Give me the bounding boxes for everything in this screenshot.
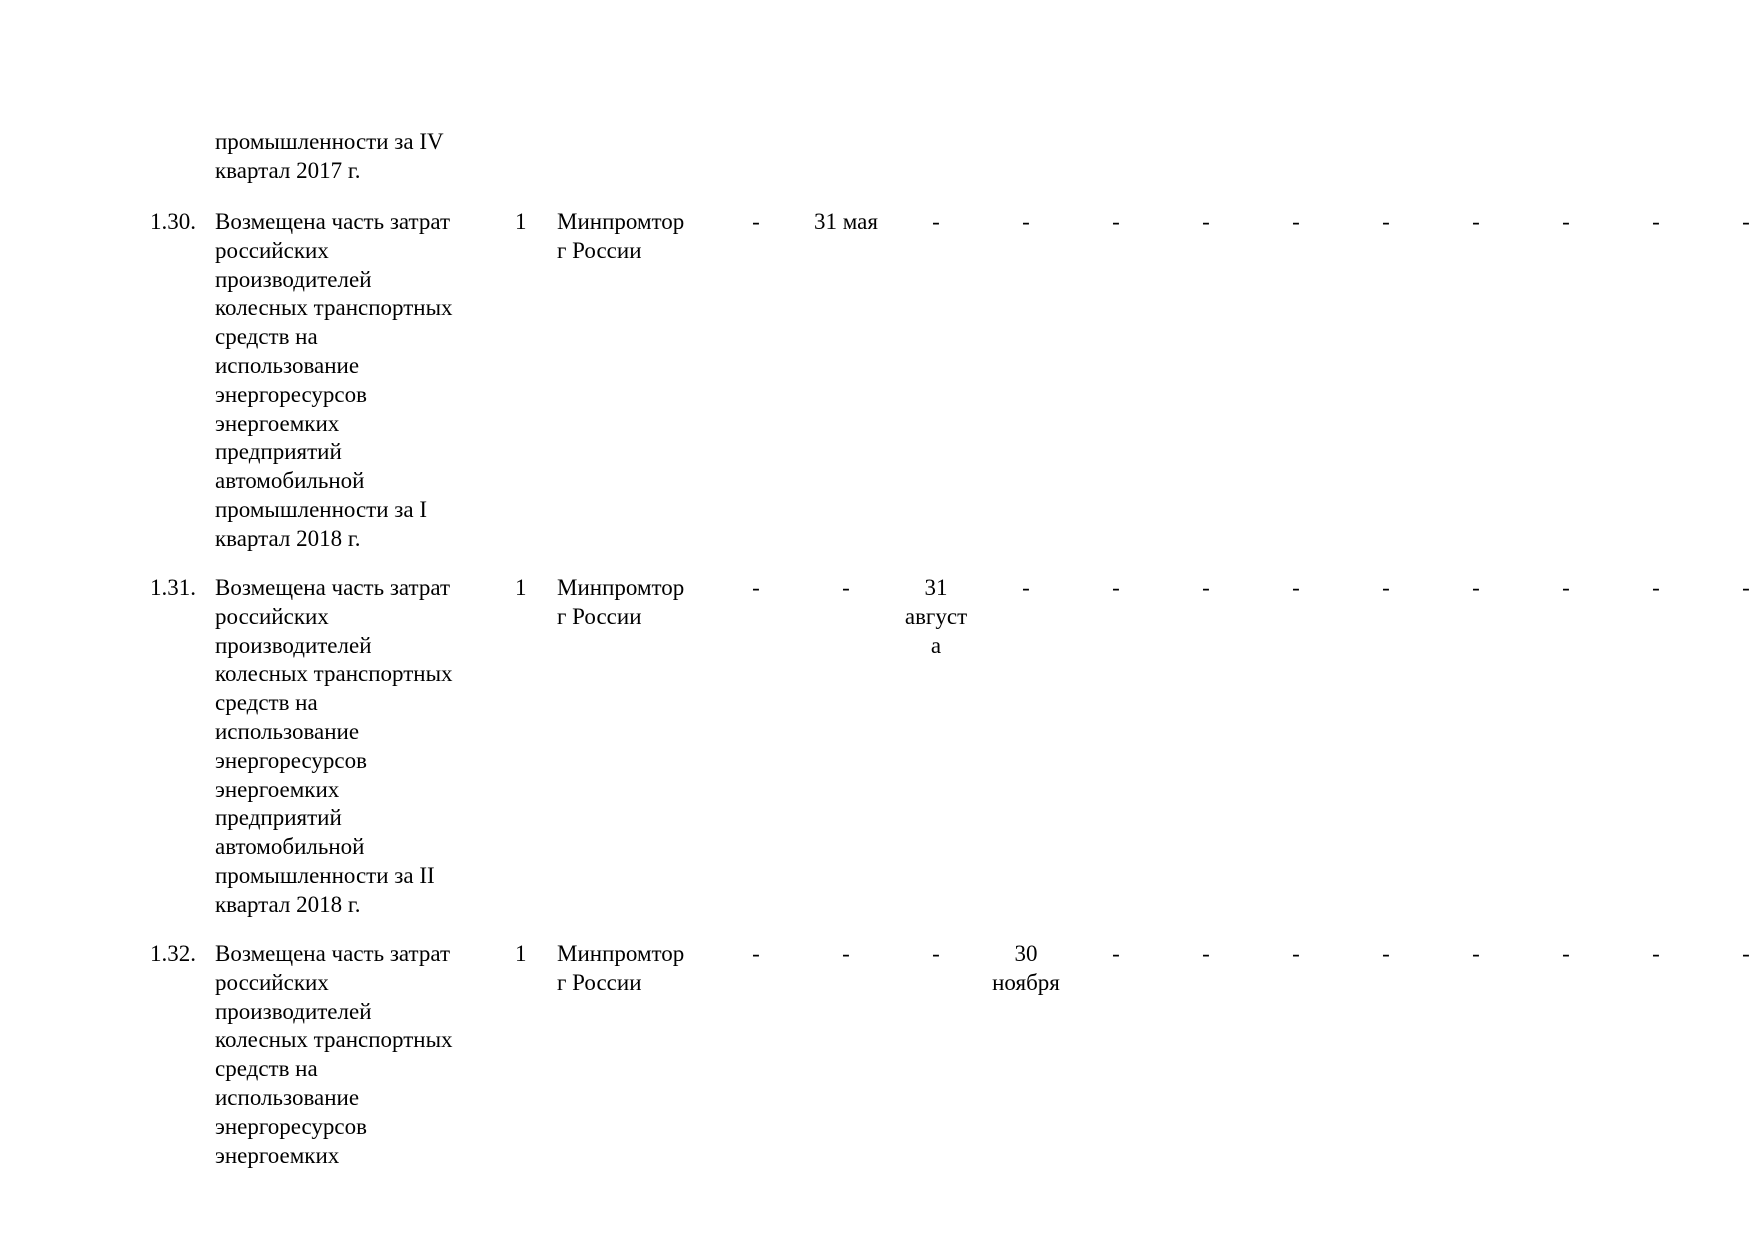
continuation-line: квартал 2017 г. (215, 157, 361, 183)
description-line: использование (215, 352, 360, 378)
cell-line: - (1472, 209, 1480, 234)
row-description (215, 940, 485, 1170)
description-line: автомобильной (215, 468, 365, 494)
cell-line: - (1472, 575, 1480, 600)
cell-line: - (1202, 941, 1210, 966)
cell-line: - (1382, 209, 1390, 234)
cell-line: - (1382, 575, 1390, 600)
cell-line: - (1112, 209, 1120, 234)
period-cell (1616, 208, 1696, 237)
responsible-line: г России (557, 237, 642, 263)
continuation-text (215, 128, 485, 186)
cell-line: а (930, 632, 942, 658)
cell-line: - (1652, 209, 1660, 234)
row-responsible (557, 208, 684, 266)
cell-line: - (1742, 941, 1750, 966)
row-responsible (557, 574, 684, 632)
description-line: средств на (215, 324, 318, 350)
period-cell (1346, 208, 1426, 237)
period-cell (1436, 940, 1516, 969)
cell-line: - (1292, 941, 1300, 966)
period-cell (1256, 940, 1336, 969)
description-line: промышленности за II (215, 862, 435, 888)
cell-line: ноября (992, 969, 1060, 995)
cell-line: август (904, 603, 968, 629)
row-number: 1.32. (150, 941, 196, 966)
period-cell (1526, 574, 1606, 603)
period-cell (1616, 574, 1696, 603)
period-cell (1706, 940, 1754, 969)
period-cell (1346, 574, 1426, 603)
period-cell (1076, 574, 1156, 603)
period-cell (1526, 940, 1606, 969)
cell-line: - (842, 941, 850, 966)
continuation-line: промышленности за IV (215, 129, 444, 154)
description-line: использование (215, 1084, 360, 1110)
row-responsible (557, 940, 684, 998)
period-cell (1616, 940, 1696, 969)
cell-line: - (1652, 941, 1660, 966)
description-line: предприятий (215, 805, 342, 831)
description-line: энергоресурсов (215, 381, 368, 407)
cell-line: - (842, 575, 850, 600)
cell-line: - (1022, 575, 1030, 600)
description-line: Возмещена часть затрат (215, 941, 451, 966)
period-cell (896, 940, 976, 969)
cell-line: 31 (924, 575, 948, 600)
cell-line: - (752, 209, 760, 234)
period-cell (1436, 574, 1516, 603)
period-cell (806, 940, 886, 969)
description-line: предприятий (215, 439, 342, 465)
period-cell (986, 940, 1066, 998)
description-line: колесных транспортных (215, 661, 453, 687)
cell-line: - (932, 209, 940, 234)
description-line: промышленности за I (215, 496, 427, 522)
period-cell (1526, 208, 1606, 237)
description-line: колесных транспортных (215, 1027, 453, 1053)
cell-line: - (1562, 941, 1570, 966)
period-cell (1256, 208, 1336, 237)
cell-line: - (1112, 575, 1120, 600)
period-cell (896, 208, 976, 237)
cell-line: - (1562, 209, 1570, 234)
description-line: Возмещена часть затрат (215, 575, 451, 600)
description-line: энергоемких (215, 410, 340, 436)
period-cell (806, 208, 886, 237)
row-number: 1.30. (150, 209, 196, 234)
period-cell (1166, 208, 1246, 237)
period-cell (1706, 574, 1754, 603)
description-line: квартал 2018 г. (215, 525, 361, 551)
row-count: 1 (515, 941, 527, 966)
description-line: энергоресурсов (215, 1113, 368, 1139)
period-cell (986, 574, 1066, 603)
cell-line: - (1292, 209, 1300, 234)
responsible-line: Минпромтор (557, 575, 685, 600)
description-line: квартал 2018 г. (215, 891, 361, 917)
responsible-line: Минпромтор (557, 209, 685, 234)
description-line: средств на (215, 1056, 318, 1082)
description-line: производителей (215, 266, 372, 292)
cell-line: - (752, 575, 760, 600)
cell-line: - (1292, 575, 1300, 600)
cell-line: - (932, 941, 940, 966)
row-description (215, 574, 485, 920)
period-cell (1166, 574, 1246, 603)
period-cell (716, 574, 796, 603)
responsible-line: Минпромтор (557, 941, 685, 966)
description-line: Возмещена часть затрат (215, 209, 451, 234)
row-count: 1 (515, 209, 527, 234)
description-line: производителей (215, 632, 372, 658)
period-cell (1436, 208, 1516, 237)
description-line: производителей (215, 998, 372, 1024)
description-line: средств на (215, 690, 318, 716)
cell-line: - (1742, 209, 1750, 234)
period-cell (896, 574, 976, 660)
period-cell (1346, 940, 1426, 969)
cell-line: - (1472, 941, 1480, 966)
responsible-line: г России (557, 969, 642, 995)
description-line: автомобильной (215, 834, 365, 860)
row-count: 1 (515, 575, 527, 600)
period-cell (716, 208, 796, 237)
period-cell (1166, 940, 1246, 969)
cell-line: - (1562, 575, 1570, 600)
cell-line: - (752, 941, 760, 966)
description-line: российских (215, 237, 329, 263)
cell-line: - (1382, 941, 1390, 966)
period-cell (1256, 574, 1336, 603)
period-cell (1076, 940, 1156, 969)
cell-line: - (1112, 941, 1120, 966)
row-number: 1.31. (150, 575, 196, 600)
description-line: энергоемких (215, 1142, 340, 1168)
period-cell (716, 940, 796, 969)
cell-line: - (1202, 575, 1210, 600)
period-cell (806, 574, 886, 603)
period-cell (1706, 208, 1754, 237)
responsible-line: г России (557, 603, 642, 629)
description-line: энергоресурсов (215, 747, 368, 773)
description-line: российских (215, 969, 329, 995)
description-line: использование (215, 718, 360, 744)
description-line: российских (215, 603, 329, 629)
description-line: колесных транспортных (215, 295, 453, 321)
cell-line: - (1022, 209, 1030, 234)
period-cell (1076, 208, 1156, 237)
cell-line: 31 мая (814, 209, 878, 234)
cell-line: - (1202, 209, 1210, 234)
row-description (215, 208, 485, 554)
period-cell (986, 208, 1066, 237)
cell-line: 30 (1014, 941, 1038, 966)
description-line: энергоемких (215, 776, 340, 802)
cell-line: - (1652, 575, 1660, 600)
cell-line: - (1742, 575, 1750, 600)
